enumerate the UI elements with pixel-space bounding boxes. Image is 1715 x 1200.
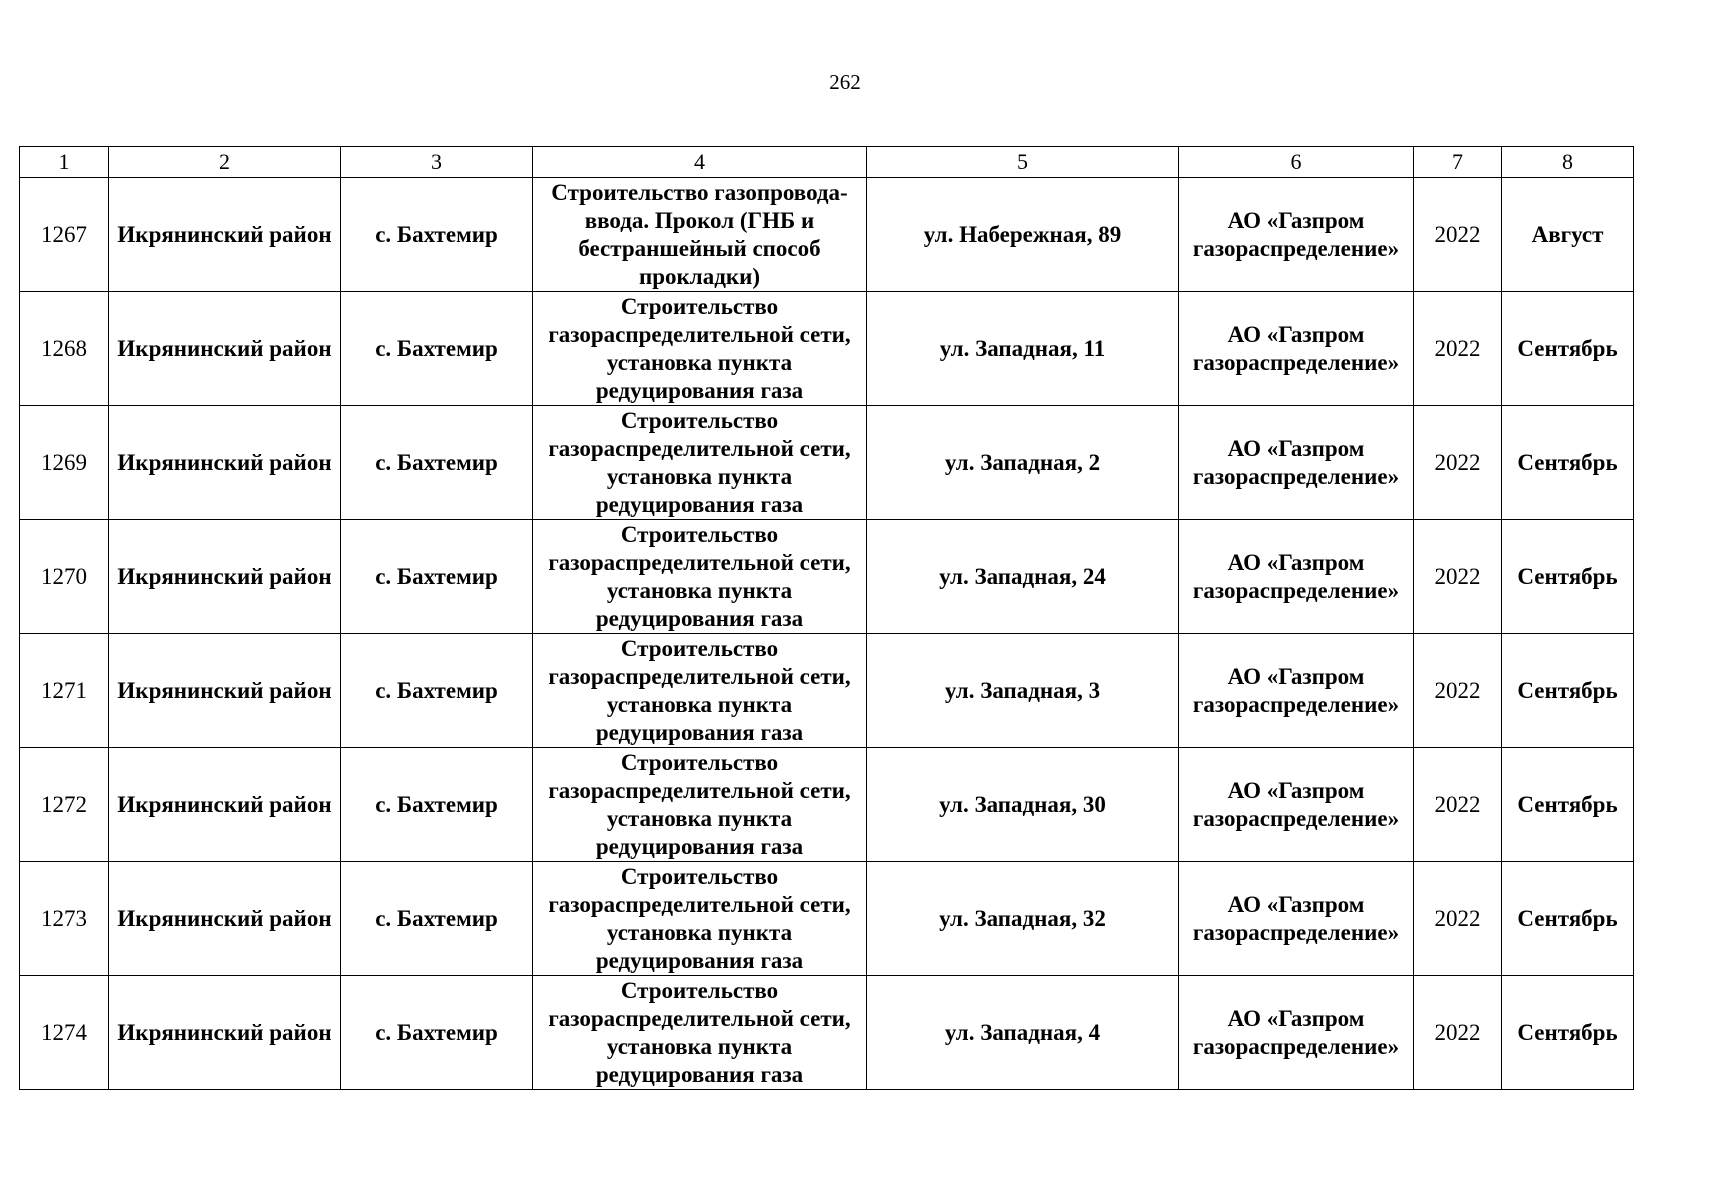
row-number: 1267 — [20, 178, 109, 292]
table-row — [20, 292, 1634, 406]
work-description-cell: Строительство газораспределительной сети, установка пункта редуцирования газа — [533, 406, 867, 520]
table-row — [20, 862, 1634, 976]
settlement-cell: с. Бахтемир — [341, 178, 533, 292]
row-number: 1271 — [20, 634, 109, 748]
header-row — [20, 147, 1634, 178]
district-cell: Икрянинский район — [109, 406, 341, 520]
row-number: 1269 — [20, 406, 109, 520]
district-cell: Икрянинский район — [109, 292, 341, 406]
address-cell: ул. Западная, 4 — [867, 976, 1179, 1090]
organization-cell: АО «Газпром газораспределение» — [1179, 976, 1414, 1090]
work-description-cell: Строительство газораспределительной сети, установка пункта редуцирования газа — [533, 292, 867, 406]
organization-cell: АО «Газпром газораспределение» — [1179, 748, 1414, 862]
table-row — [20, 520, 1634, 634]
settlement-cell: с. Бахтемир — [341, 292, 533, 406]
year-cell: 2022 — [1414, 748, 1502, 862]
settlement-cell: с. Бахтемир — [341, 406, 533, 520]
district-cell: Икрянинский район — [109, 520, 341, 634]
month-cell: Сентябрь — [1502, 862, 1634, 976]
settlement-cell: с. Бахтемир — [341, 862, 533, 976]
year-cell: 2022 — [1414, 634, 1502, 748]
organization-cell: АО «Газпром газораспределение» — [1179, 406, 1414, 520]
header-cell: 3 — [341, 147, 533, 178]
header-cell: 2 — [109, 147, 341, 178]
header-cell: 6 — [1179, 147, 1414, 178]
month-cell: Сентябрь — [1502, 976, 1634, 1090]
address-cell: ул. Западная, 2 — [867, 406, 1179, 520]
address-cell: ул. Западная, 3 — [867, 634, 1179, 748]
table-row — [20, 976, 1634, 1090]
settlement-cell: с. Бахтемир — [341, 520, 533, 634]
work-description-cell: Строительство газопровода-ввода. Прокол (ГНБ и бестраншейный способ прокладки) — [533, 178, 867, 292]
work-description-cell: Строительство газораспределительной сети, установка пункта редуцирования газа — [533, 862, 867, 976]
organization-cell: АО «Газпром газораспределение» — [1179, 862, 1414, 976]
address-cell: ул. Набережная, 89 — [867, 178, 1179, 292]
district-cell: Икрянинский район — [109, 748, 341, 862]
settlement-cell: с. Бахтемир — [341, 976, 533, 1090]
year-cell: 2022 — [1414, 976, 1502, 1090]
header-cell: 4 — [533, 147, 867, 178]
year-cell: 2022 — [1414, 862, 1502, 976]
table-row — [20, 406, 1634, 520]
work-description-cell: Строительство газораспределительной сети, установка пункта редуцирования газа — [533, 976, 867, 1090]
organization-cell: АО «Газпром газораспределение» — [1179, 520, 1414, 634]
header-cell: 5 — [867, 147, 1179, 178]
district-cell: Икрянинский район — [109, 178, 341, 292]
month-cell: Сентябрь — [1502, 292, 1634, 406]
work-description-cell: Строительство газораспределительной сети, установка пункта редуцирования газа — [533, 634, 867, 748]
table-row — [20, 634, 1634, 748]
work-description-cell: Строительство газораспределительной сети, установка пункта редуцирования газа — [533, 520, 867, 634]
organization-cell: АО «Газпром газораспределение» — [1179, 292, 1414, 406]
page-number: 262 — [829, 70, 861, 94]
row-number: 1272 — [20, 748, 109, 862]
address-cell: ул. Западная, 32 — [867, 862, 1179, 976]
district-cell: Икрянинский район — [109, 862, 341, 976]
organization-cell: АО «Газпром газораспределение» — [1179, 634, 1414, 748]
district-cell: Икрянинский район — [109, 976, 341, 1090]
settlement-cell: с. Бахтемир — [341, 634, 533, 748]
work-description-cell: Строительство газораспределительной сети, установка пункта редуцирования газа — [533, 748, 867, 862]
month-cell: Сентябрь — [1502, 634, 1634, 748]
district-cell: Икрянинский район — [109, 634, 341, 748]
table-row — [20, 748, 1634, 862]
organization-cell: АО «Газпром газораспределение» — [1179, 178, 1414, 292]
table-row — [20, 178, 1634, 292]
address-cell: ул. Западная, 11 — [867, 292, 1179, 406]
row-number: 1270 — [20, 520, 109, 634]
year-cell: 2022 — [1414, 520, 1502, 634]
header-cell: 7 — [1414, 147, 1502, 178]
month-cell: Сентябрь — [1502, 748, 1634, 862]
year-cell: 2022 — [1414, 406, 1502, 520]
month-cell: Сентябрь — [1502, 520, 1634, 634]
year-cell: 2022 — [1414, 292, 1502, 406]
header-cell: 1 — [20, 147, 109, 178]
works-table — [19, 146, 1634, 1090]
row-number: 1268 — [20, 292, 109, 406]
row-number: 1273 — [20, 862, 109, 976]
month-cell: Сентябрь — [1502, 406, 1634, 520]
address-cell: ул. Западная, 30 — [867, 748, 1179, 862]
year-cell: 2022 — [1414, 178, 1502, 292]
row-number: 1274 — [20, 976, 109, 1090]
settlement-cell: с. Бахтемир — [341, 748, 533, 862]
header-cell: 8 — [1502, 147, 1634, 178]
month-cell: Август — [1502, 178, 1634, 292]
address-cell: ул. Западная, 24 — [867, 520, 1179, 634]
